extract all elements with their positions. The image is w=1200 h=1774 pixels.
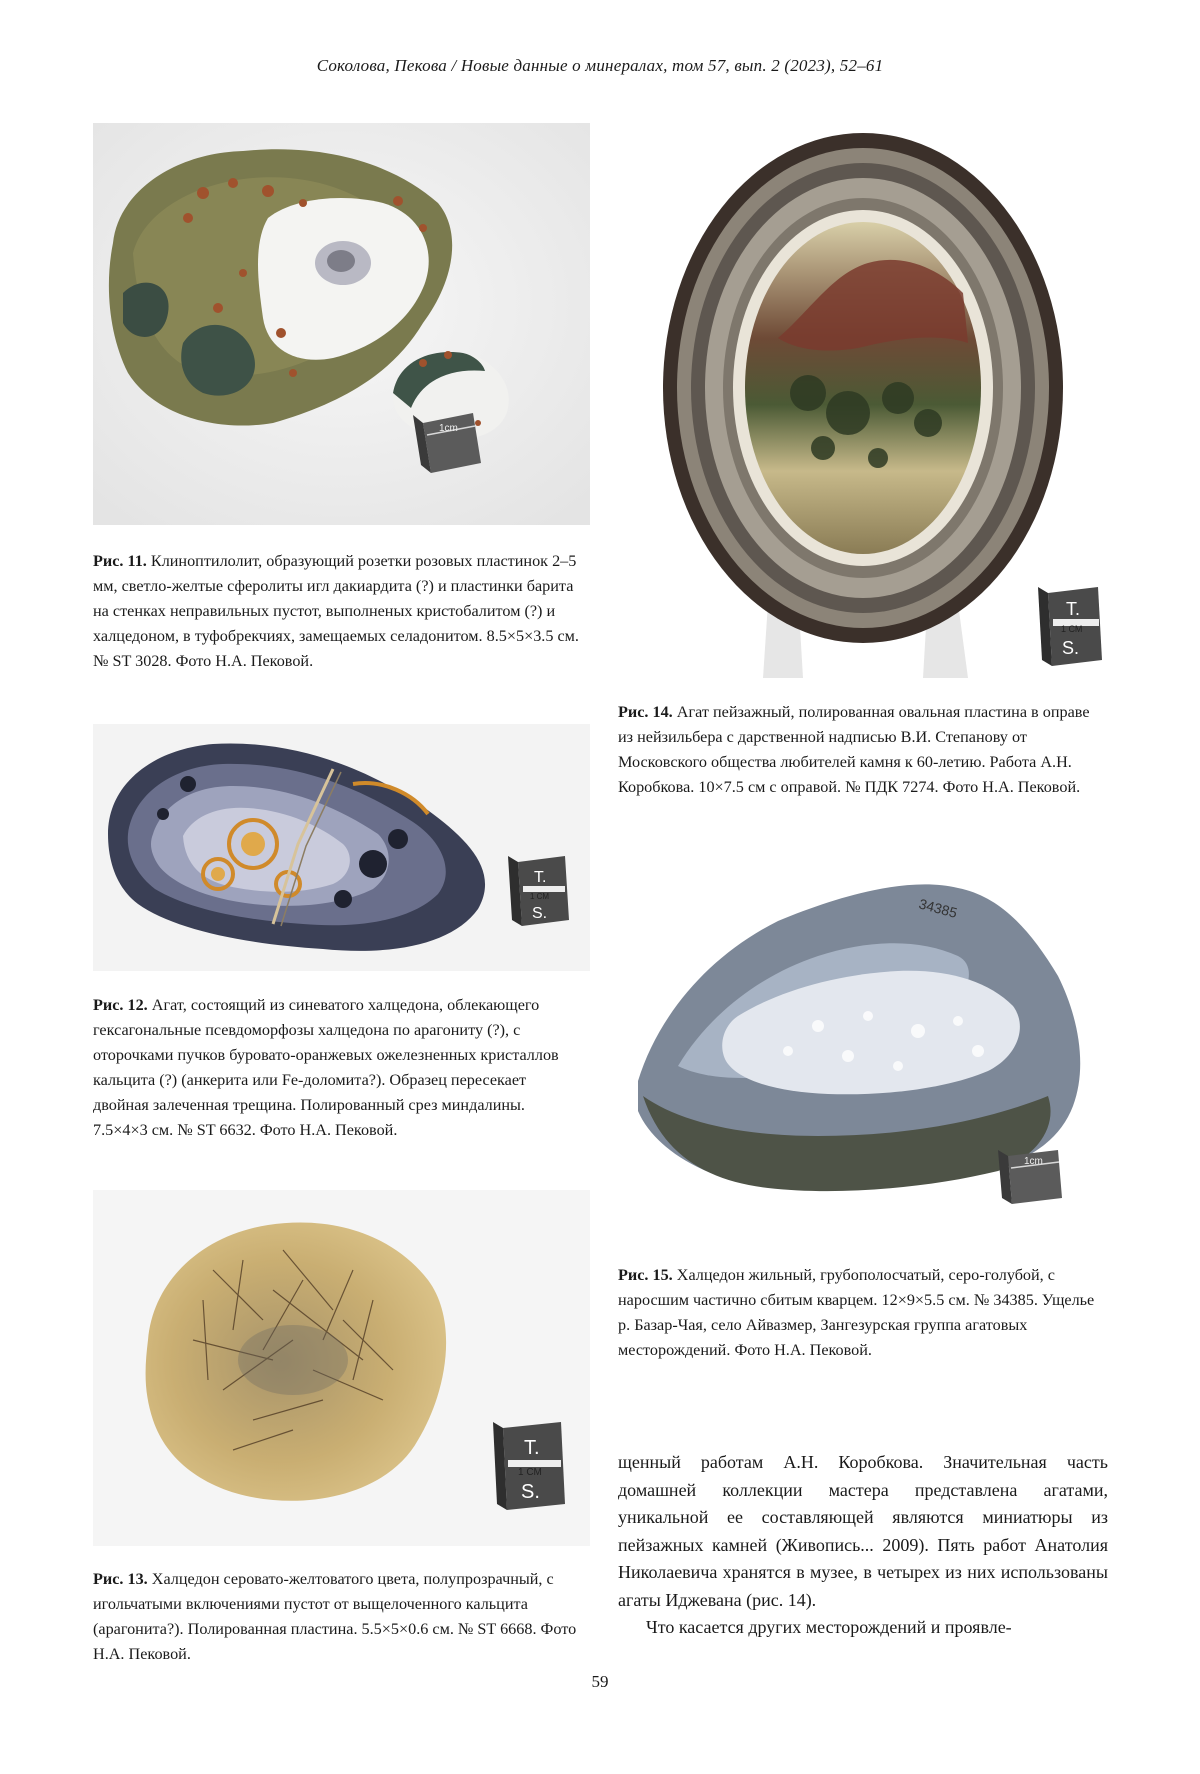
figure-13-label: Рис. 13. [93,1570,148,1588]
figure-14-caption [618,700,1108,800]
cube-label-fig12: 1 СМ [530,892,550,901]
figure-15-text: Халцедон жильный, грубополосчатый, серо-голубой, с наросшим частично сбитым кварцем. 12×9×5.5 см. № 34385. Ущелье р. Базар-Чая, село Айвазмер, Зангезурская группа агатовых месторождений. Фото Н.А. Пековой. [618,1266,1095,1359]
figure-15-photo [618,866,1115,1240]
figure-13-photo [93,1190,590,1546]
cube-bottom-fig14: S. [1062,638,1080,658]
figure-12-label: Рис. 12. [93,996,148,1014]
cube-label-fig14: 1 СМ [1061,624,1083,634]
scale-cube-fig13 [493,1422,565,1510]
cube-label-fig11: 1cm [439,423,458,434]
figure-14-text: Агат пейзажный, полированная овальная пластина в оправе из нейзильбера с дарственной надписью В.И. Степанову от Московского общества любителей камня к 60-летию. Работа А.Н. Коробкова. 10×7.5 см с оправой. № ПДК 7274. Фото Н.А. Пековой. [618,703,1090,796]
cube-bottom-fig12: S. [532,905,548,922]
figure-11-photo [93,123,590,525]
figure-13-caption [93,1567,583,1667]
figure-12-text: Агат, состоящий из синеватого халцедона, облекающего гексагональные псевдоморфозы халцедона по арагониту (?), с оторочками пучков буровато-оранжевых ожелезненных кристаллов кальцита (?) (анкерита или Fe-доломита?). Образец пересекает двойная залеченная трещина. Полированный срез миндалины. 7.5×4×3 см. № ST 6632. Фото Н.А. Пековой. [93,996,559,1139]
cube-top-fig12: T. [534,869,547,886]
body-text-column [618,1449,1108,1642]
body-paragraph-1: щенный работам А.Н. Коробкова. Значительная часть домашней коллекции мастера представлена агатами, уникальной ее составляющей являются миниатюры из пейзажных камней (Живопись... 2009). Пять работ Анатолия Николаевича хранятся в музее, в четырех из них использованы агаты Иджевана (рис. 14). [618,1452,1108,1610]
scale-cube-fig14 [1038,587,1102,666]
running-header: Соколова, Пекова / Новые данные о минералах, том 57, вып. 2 (2023), 52–61 [316,56,884,75]
figure-11-caption [93,549,583,674]
figure-14-label: Рис. 14. [618,703,673,721]
figure-12-photo [93,724,590,971]
scale-cube-fig15 [998,1150,1062,1204]
scale-cube-fig12 [508,856,569,926]
body-paragraph-2: Что касается других месторождений и проявле- [646,1617,1012,1637]
figure-15-label: Рис. 15. [618,1266,673,1284]
figure-15-caption [618,1263,1108,1363]
cube-label-fig13: 1 СМ [518,1467,542,1478]
page-number: 59 [591,1672,609,1691]
cube-bottom-fig13: S. [521,1481,540,1503]
cube-top-fig14: T. [1066,599,1081,619]
cube-label-fig15: 1cm [1024,1156,1043,1167]
cube-top-fig13: T. [524,1437,540,1459]
figure-11-label: Рис. 11. [93,552,147,570]
figure-13-text: Халцедон серовато-желтоватого цвета, полупрозрачный, с игольчатыми включениями пустот от выщелоченного кальцита (арагонита?). Полированная пластина. 5.5×5×0.6 см. № ST 6668. Фото Н.А. Пековой. [93,1570,577,1663]
figure-12-caption [93,993,583,1143]
figure-11-text: Клиноптилолит, образующий розетки розовых пластинок 2–5 мм, светло-желтые сферолиты игл дакиардита (?) и пластинки барита на стенках неправильных пустот, выполненых кристобалитом (?) и халцедоном, в туфобрекчиях, замещаемых селадонитом. 8.5×5×3.5 см. № ST 3028. Фото Н.А. Пековой. [93,552,579,670]
figure-14-photo [618,123,1115,678]
specimen-number-mark: 34385 [917,895,959,921]
